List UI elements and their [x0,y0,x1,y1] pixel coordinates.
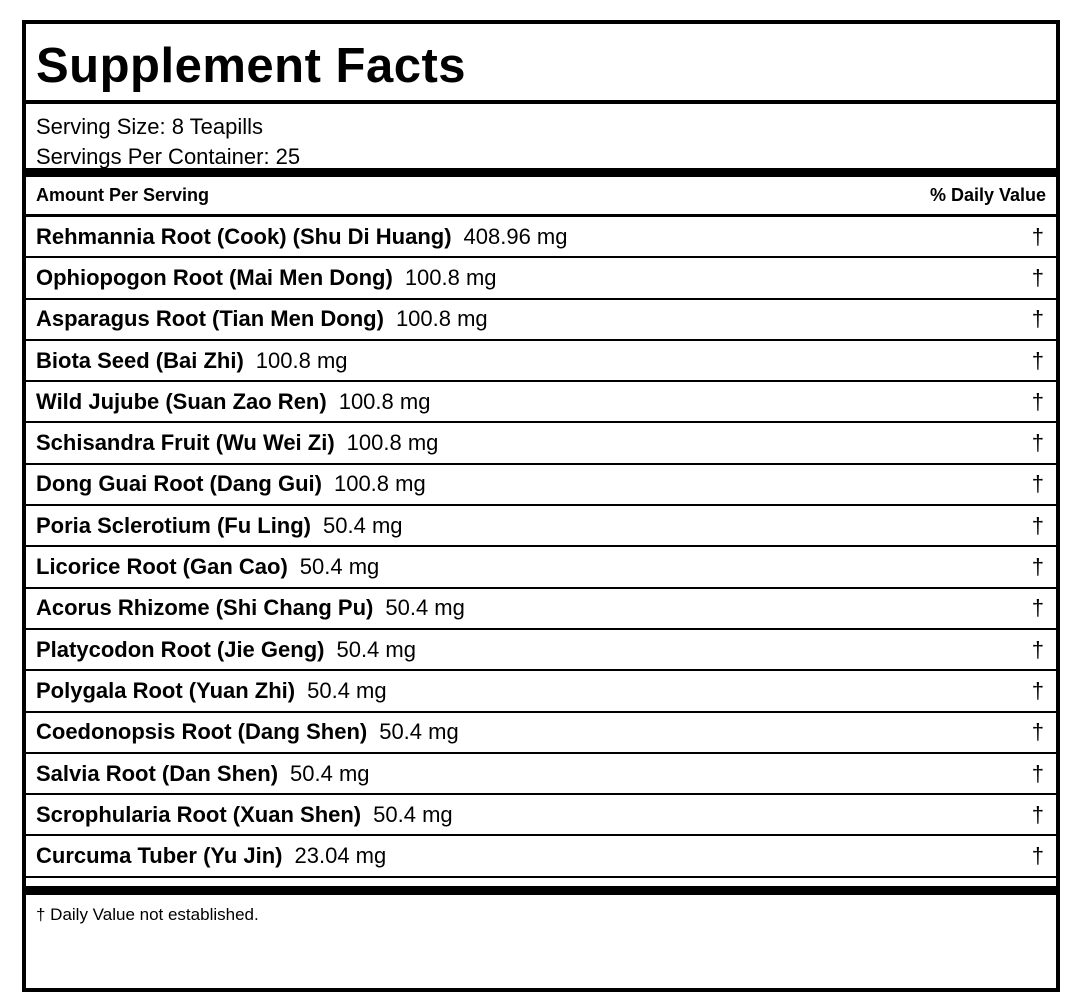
ingredient-name: Wild Jujube (Suan Zao Ren) [36,388,327,414]
ingredient-row [26,754,1056,795]
ingredient-row [26,341,1056,382]
daily-value-dagger: † [1031,595,1044,621]
daily-value-dagger: † [1031,636,1044,662]
ingredient-text [36,637,416,663]
serving-info [26,104,1056,177]
ingredient-text [36,306,488,332]
daily-value-dagger: † [1031,554,1044,580]
daily-value-dagger: † [1031,388,1044,414]
daily-value-dagger: † [1031,430,1044,456]
ingredient-name: Salvia Root (Dan Shen) [36,760,279,786]
ingredient-name: Asparagus Root (Tian Men Dong) [36,306,384,332]
amount-per-serving-header: Amount Per Serving [36,185,210,205]
ingredient-row [26,836,1056,877]
ingredient-text [36,554,379,580]
ingredient-name: Biota Seed (Bai Zhi) [36,347,244,373]
ingredient-name: Polygala Root (Yuan Zhi) [36,677,296,703]
ingredient-amount: 50.4 mg [373,801,453,827]
ingredient-amount: 50.4 mg [307,677,387,703]
daily-value-dagger: † [1031,843,1044,869]
ingredient-text [36,513,403,539]
daily-value-dagger: † [1031,719,1044,745]
ingredient-row [26,506,1056,547]
ingredient-text [36,348,348,374]
ingredient-row [26,258,1056,299]
ingredient-text [36,265,497,291]
daily-value-dagger: † [1031,223,1044,249]
ingredient-row [26,300,1056,341]
footnote: † Daily Value not established. [36,904,259,924]
ingredient-amount: 100.8 mg [395,306,488,332]
ingredient-amount: 50.4 mg [299,554,380,580]
ingredient-text [36,471,426,497]
ingredient-row [26,423,1056,464]
ingredient-row [26,795,1056,836]
ingredient-name: Scrophularia Root (Xuan Shen) [36,801,362,827]
ingredient-name: Curcuma Tuber (Yu Jin) [36,843,283,869]
ingredient-name: Acorus Rhizome (Shi Chang Pu) [36,595,374,621]
ingredient-amount: 100.8 mg [333,471,426,497]
ingredient-row [26,547,1056,588]
ingredient-name: Licorice Root (Gan Cao) [36,554,288,580]
ingredient-amount: 100.8 mg [346,430,439,456]
ingredient-text [36,802,453,828]
ingredient-amount: 100.8 mg [338,388,431,414]
ingredient-row [26,630,1056,671]
ingredient-name: Ophiopogon Root (Mai Men Dong) [36,264,393,290]
daily-value-header: % Daily Value [929,185,1046,205]
ingredient-row [26,217,1056,258]
bottom-divider [26,878,1056,895]
ingredient-text [36,843,386,869]
ingredient-amount: 408.96 mg [463,223,568,249]
ingredient-name: Coedonopsis Root (Dang Shen) [36,719,368,745]
ingredient-text [36,595,465,621]
daily-value-dagger: † [1031,512,1044,538]
column-header [26,177,1056,217]
ingredient-row [26,713,1056,754]
serving-size: Serving Size: 8 Teapills [36,114,264,139]
ingredient-amount: 50.4 mg [385,595,465,621]
ingredient-text [36,224,568,250]
ingredient-name: Dong Guai Root (Dang Gui) [36,471,322,497]
ingredient-list [26,217,1056,878]
daily-value-dagger: † [1031,801,1044,827]
ingredient-text [36,389,430,415]
servings-per-container: Servings Per Container: 25 [36,144,301,169]
ingredient-amount: 23.04 mg [294,843,387,869]
daily-value-dagger: † [1031,760,1044,786]
ingredient-text [36,430,438,456]
supplement-facts-panel [22,20,1060,992]
ingredient-row [26,382,1056,423]
ingredient-name: Rehmannia Root (Cook) (Shu Di Huang) [36,223,452,249]
ingredient-amount: 100.8 mg [404,264,497,290]
daily-value-dagger: † [1031,264,1044,290]
ingredient-amount: 50.4 mg [336,636,416,662]
ingredient-row [26,671,1056,712]
ingredient-text [36,678,387,704]
ingredient-text [36,761,370,787]
ingredient-text [36,719,459,745]
ingredient-amount: 50.4 mg [323,512,403,538]
ingredient-amount: 100.8 mg [255,347,348,373]
daily-value-dagger: † [1031,471,1044,497]
ingredient-name: Platycodon Root (Jie Geng) [36,636,325,662]
daily-value-dagger: † [1031,347,1044,373]
ingredient-row [26,589,1056,630]
daily-value-dagger: † [1031,306,1044,332]
panel-title: Supplement Facts [26,24,1056,104]
ingredient-row [26,465,1056,506]
ingredient-name: Schisandra Fruit (Wu Wei Zi) [36,430,335,456]
ingredient-amount: 50.4 mg [379,719,459,745]
ingredient-amount: 50.4 mg [290,760,370,786]
ingredient-name: Poria Sclerotium (Fu Ling) [36,512,312,538]
daily-value-dagger: † [1031,677,1044,703]
